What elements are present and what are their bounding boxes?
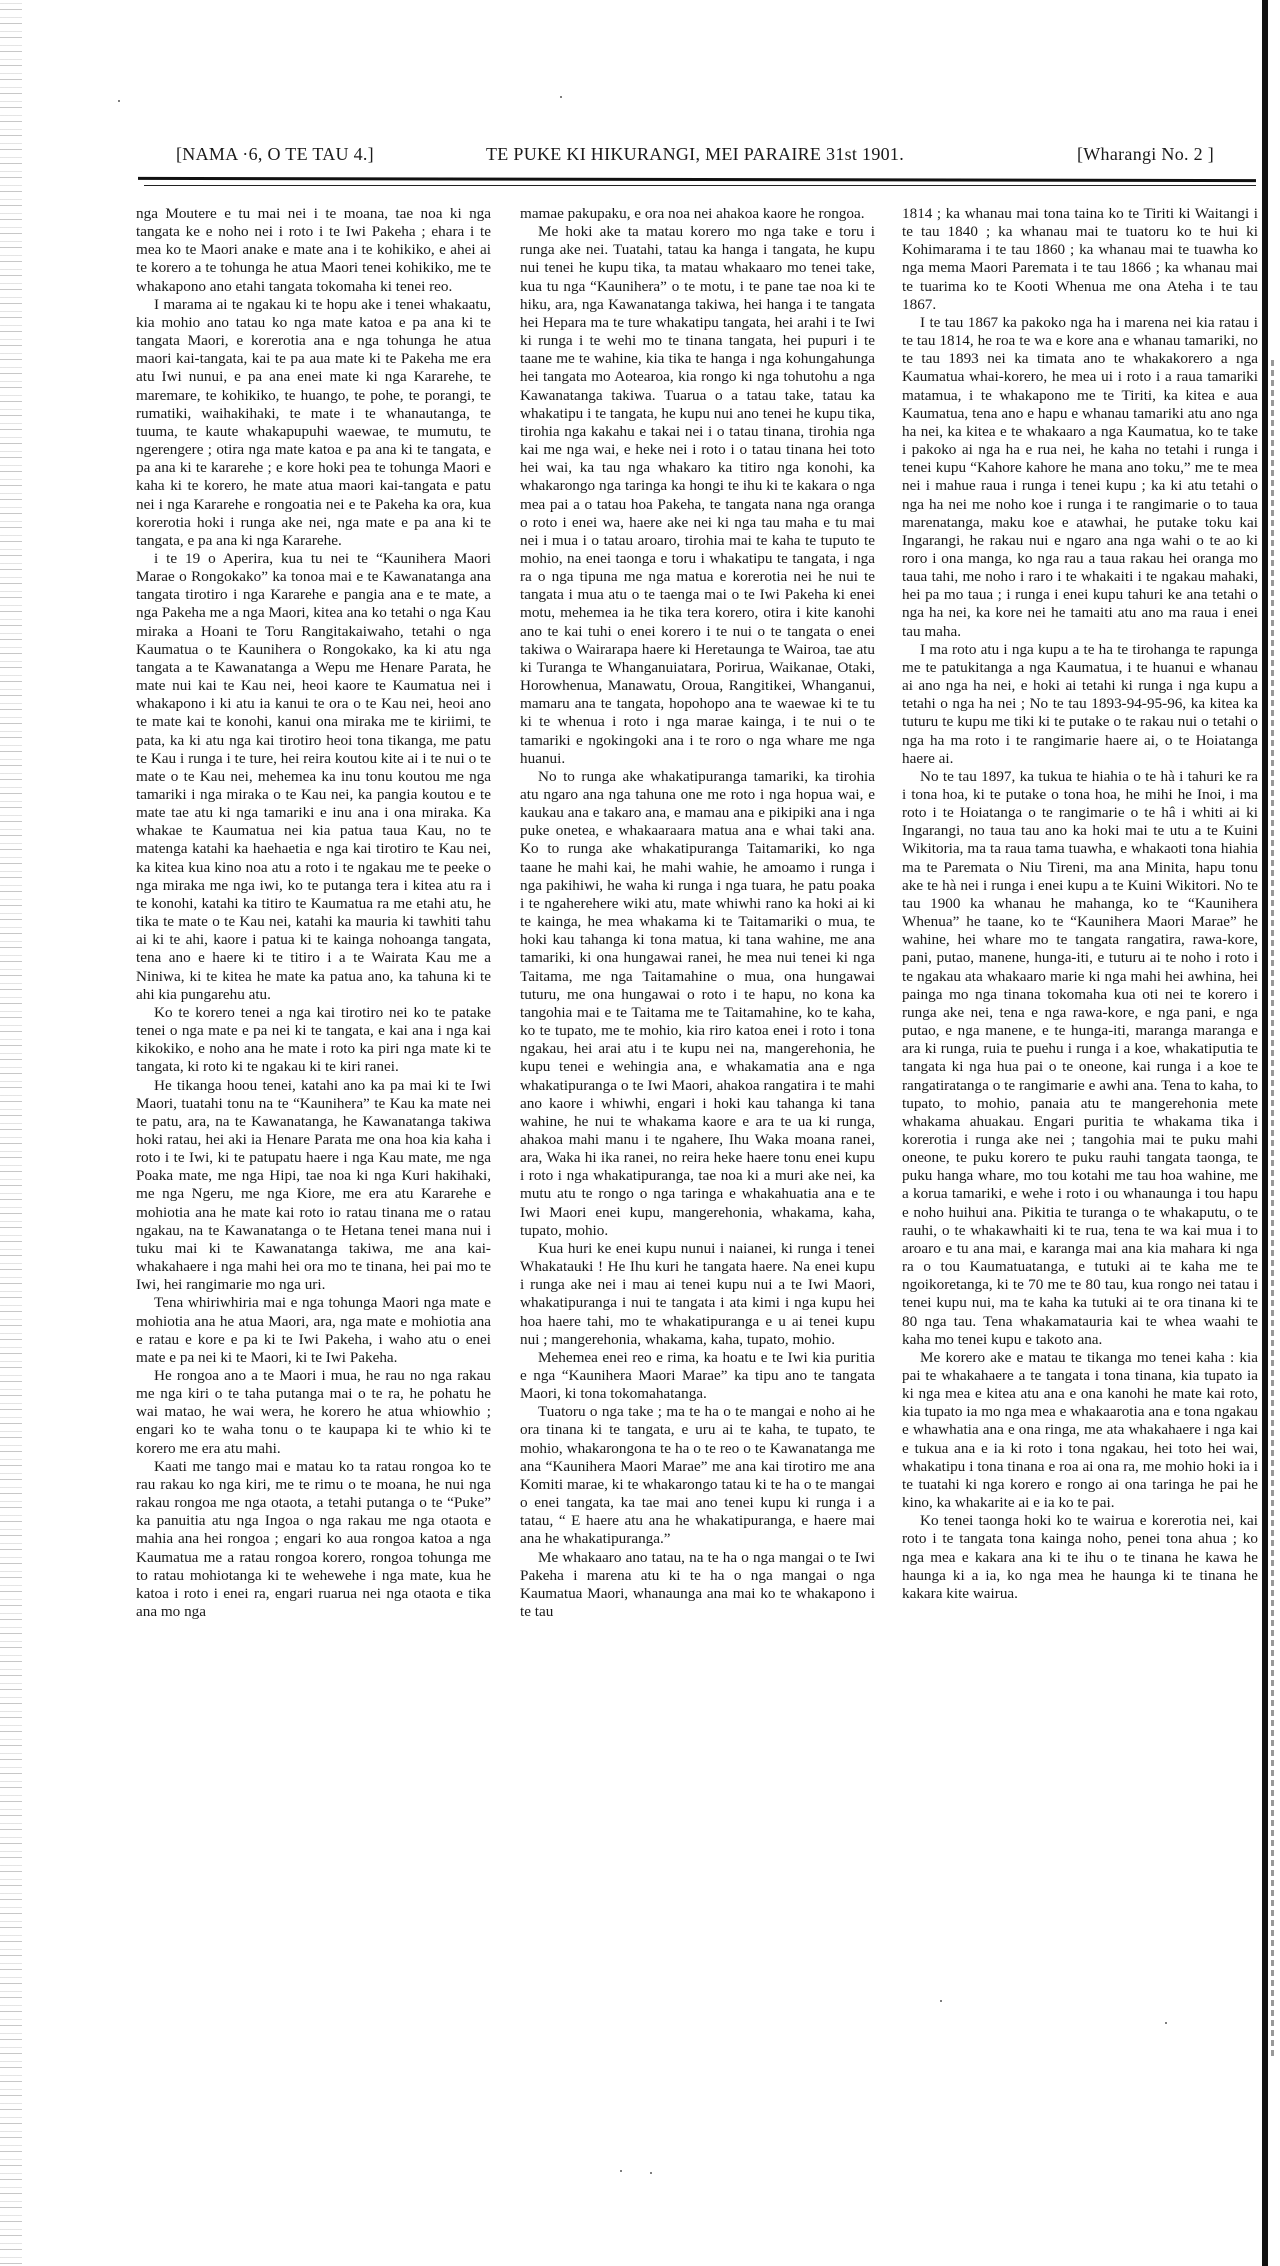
- paragraph: I marama ai te ngakau ki te hopu ake i tenei whakaatu, kia mohio ano tatau ko nga mate katoa e pa ana ki te tangata Maori, e korerotia ana e nga tohunga he atua maori kai-tangata, kai te pa aua mate ki te Pakeha me era atu Iwi nunui, e pa ana enei mate ki nga Kararehe, te maremare, te kohikiko, te huango, te pohe, te porangi, te rumatiki, waihakihaki, te mate i te whanautanga, te tuuma, te kaute whakapupuhi waewae, te mumutu, te ngerengere ; otira nga mate katoa e pa ana ki te tangata, e pa ana ki te kararehe ; e kore hoki pea te tohunga Maori e kaha ki te korero, he mate atua maori kai-tangata e patu nei i nga Kararehe e rongoatia nei e te Pakeha ka ora, kua korerotia hoki i runga ake nei, nga mate e pa ana ki te tangata, e pa ana ki nga Kararehe.: [136, 295, 491, 549]
- column-3: [902, 205, 1258, 1603]
- header-rule-thin: [144, 185, 1256, 186]
- paragraph: I ma roto atu i nga kupu a te ha te tirohanga te rapunga me te patukitanga a nga Kaumatua, i te huanui e whanau ai ano nga ha nei, e hoki ai tetahi ki runga i nga kupu a tetahi o nga ha nei ; No te tau 1893-94-95-96, ka kitea ka tuturu te kupu me tiki ki te putake o te rakau nui o tetahi o nga ha ma roto i te rangimarie haere ai, o te Hoiatanga haere ai.: [902, 640, 1258, 767]
- paragraph: I te tau 1867 ka pakoko nga ha i marena nei kia ratau i te tau 1814, he roa te wa e kore ana e whanau tamariki, no te tau 1893 nei ka timata ano te whakakorero a nga Kaumatua whai-korero, he mea ui i roto i a raua tamariki matamua, i te whakapono me te Tiriti, ka kitea e aua Kaumatua, tena ano e hapu e whanau tamariki atu ano nga ha nei, ka kitea e te whakaaro a nga Kaumatua, ko te take i pakoko ai nga ha e rua nei, he kaha no tetahi i runga i tenei kupu “Kahore kahore he mana ano toku,” me te mea nei i mahue raua i runga i tenei kupu ; ka ki atu tetahi o nga ha nei me noho koe i runga i te rangimarie o to taua marenatanga, maku koe e atawhai, he putake toku kai Ingarangi, he rakau nui e ngaro ana nga wahi o te ao ki roro i ona manga, ko nga rau a taua rakau hei oranga mo taua tahi, me noho i raro i te whakaiti i te ngakau mahaki, hei pa mo taua ; i runga i enei kupu tahuri ke ana tetahi o nga ha nei, ka kore nei he tamaiti atu ano ma raua i enei tau maha.: [902, 313, 1258, 640]
- paragraph: Me hoki ake ta matau korero mo nga take e toru i runga ake nei. Tuatahi, tatau ka hanga i tangata, he kupu nui tenei he kupu tika, ta matau whakaaro mo tenei take, kua tu nga “Kaunihera” o te motu, i te pane tae noa ki te hiku, ara, nga Kawanatanga takiwa, hei hanga i te tangata hei Hepara ma te ture whakatipu tangata, hei arahi i te Iwi ki runga i te wehi mo te tinana tangata, hei pupuri i te taane me te wahine, kia tika te hanga i nga kohungahunga hei tangata mo Aotearoa, kia rongo ki nga tohutohu a nga Kawanatanga takiwa. Tuarua o a tatau take, tatau ka whakatipu i te tangata, he kupu nui ano tenei he kupu tika, tirohia nga kakahu e takai nei i o tatau tinana, tirohia nga kai me nga wai, e heke nei i roto i o tatau tinana hei toto hei wai, ka tau nga whakaro ka titiro nga konohi, ka whakarongo nga taringa ka hongi te ihu ki te kakara o nga mea pai a o tatau hoa Pakeha, te tangata nana nga oranga o roto i enei wa, haere ake nei ki nga tau maha e tu mai nei i mua i o tatau aroaro, tirohia mai te kaha te tuputo te mohio, na enei taonga e toru i whakatipu te tangata, i nga ra o nga tipuna me nga matua e korerotia nei he nui te tangata i mua atu o te taenga mai o te Iwi Pakeha ki enei motu, mehemea ia he tika tera korero, otira i kite kanohi ano te kai tuhi o enei korero i te nui o te tangata o enei takiwa o Wairarapa haere ki Heretaunga te Wairoa, tae atu ki Turanga te Whanganuiatara, Porirua, Waikanae, Otaki, Horowhenua, Manawatu, Oroua, Rangitikei, Whanganui, mamaru ana te tangata, hopohopo ana te waewae ki te tu ki te whenua i roto i nga marae kainga, i te nui o te tamariki e ngokingoki ana i te roro o nga whare me nga huanui.: [520, 223, 875, 767]
- print-speck: [1165, 2022, 1167, 2024]
- paragraph: i te 19 o Aperira, kua tu nei te “Kaunihera Maori Marae o Rongokako” ka tonoa mai e te Kawanatanga ana tangata tirotiro i nga Kararehe e pangia ana e te mate, a nga Pakeha me a nga Maori, kitea ana ko tetahi o nga Kau miraka a Hoani te Toru Rangitakaiwaho, tetahi o nga Kaumatua o te Kaunihera o Rongokako, ka ki atu nga tangata a te Kawanatanga a Wepu me Henare Parata, he mate nui kai te Kau nei, heoi kaore te Kaumatua nei i whakapono i ki atu ia kanui te ora o te Kau nei, heoi ano te mate kai te konohi, kanui ona miraka me te kiriimi, te pata, ka ki atu nga kai tirotiro heoi tona tikanga, me patu te Kau i runga i te ture, hei reira koutou kite ai i te nui o te mate o te Kau nei, mehemea ka inu tonu koutou me nga tamariki i nga miraka o te Kau nei, ka pangia koutou e te mate tae atu ki nga tamariki e inu ana i ona miraka. Ka whakae te Kaumatua nei kia patua taua Kau, no te matenga katahi ka haehaetia e nga kai tirotiro te Kau nei, ka kitea kua kino noa atu a roto i te ngakau me te peeke o nga miraka me nga iwi, ko te putanga tera i kitea atu ra i te konohi, katahi ka titiro te Kaumatua ra me etahi atu, he tika te mate o te Kau nei, katahi ka mauria ki tawhiti tahu ai ki te ahi, kaore i patua ki te kainga nohoanga tangata, tena ano e haere ki te titiro i a te Wairata Kau me a Niniwa, ki te kitea he mate ka patua ano, ka tahuna ki te ahi kia pungarehu atu.: [136, 549, 491, 1003]
- column-2: [520, 205, 875, 1621]
- scanned-page-edge: [0, 0, 22, 2266]
- paragraph: Tena whiriwhiria mai e nga tohunga Maori nga mate e mohiotia ana he atua Maori, ara, nga mate e mohiotia ana e ratau e kore e pa ki te Iwi Pakeha, i waho atu o enei mate e pa nei ki te Maori, ki te Iwi Pakeha.: [136, 1294, 491, 1366]
- running-header: [176, 140, 1256, 170]
- article-columns: [136, 205, 1258, 2105]
- paragraph: 1814 ; ka whanau mai tona taina ko te Tiriti ki Waitangi i te tau 1840 ; ka whanau mai te tuatoru ko te hui ki Kohimarama i te tau 1860 ; ka whanau mai te tuawha ko nga mema Maori Paremata i te tau 1866 ; ka whanau mai te tuarima ko te Kooti Whenua me ona Ateha i te tau 1867.: [902, 205, 1258, 313]
- paragraph: No to runga ake whakatipuranga tamariki, ka tirohia atu ngaro ana nga tahuna one me roto i nga hopua wai, e kaukau ana e takaro ana, e mamau ana e pikipiki ana i nga puke onetea, e whakaaraara matua ana e whai taki ana. Ko to runga ake whakatipuranga Taitamariki, ko nga taane he mahi kai, he mahi wahie, he amoamo i runga i nga pakihiwi, he waha ki runga i nga tuara, he patu poaka i te ngaherehere wiki atu, mate whiwhi rano ka hoki ai ki te kainga, he mea whakama ki te Taitamariki o mua, te hoki kau tahanga ki tona matua, ki tana wahine, me ana tamariki, ki ona hungawai ranei, he mea nui tenei ki nga Taitama, me nga Taitamahine o mua, ona hungawai tuturu, me ona hungawai o roto i te hapu, no kona ka tangohia mai e te Taitama me te Taitamahine, ko te kaha, ko te tupato, me te mohio, kia riro katoa enei i roto i tona ngakau, hei arai atu i te kupu nei na, mangerehonia, he kupu tenei e wehingia ana, e whakamatia ana e nga whakatipuranga o te Iwi Maori, ahakoa rangatira i te mahi ano kaore i whiwhi, engari i hoki kau tahanga ki tana wahine, he nui te whakama kaore e ara te ua ki runga, ahakoa mahi manu i te ngahere, Ihu Waka moana ranei, ara, Waka hi ika ranei, no reira heke haere tonu enei kupu i roto i nga whakatipuranga, tae noa ki a muri ake nei, ka mutu atu te rongo o nga taringa e whakahuatia ana e te Iwi Maori enei kupu, mangerehonia, whakama, kaha, tupato, mohio.: [520, 767, 875, 1239]
- paragraph: Kaati me tango mai e matau ko ta ratau rongoa ko te rau rakau ko nga kiri, me te rimu o te moana, he nui nga rakau rongoa me nga otaota, a tetahi putanga o te “Puke” ka panuitia atu nga Ingoa o nga rakau me nga otaota e mahia ana hei rongoa ; engari ko aua rongoa katoa a nga Kaumatua me a ratau rongoa korero, rongoa tohunga me to ratau mohiotanga ki te wehewehe i nga mate, kua he katoa i roto i enei ra, engari ruarua nei nga otaota e tika ana mo nga: [136, 1457, 491, 1621]
- masthead-title-date: TE PUKE KI HIKURANGI, MEI PARAIRE 31st 1901.: [486, 144, 905, 164]
- print-speck: [620, 2170, 622, 2172]
- issue-number: [NAMA ·6, O TE TAU 4.]: [176, 144, 374, 164]
- paragraph: Me korero ake e matau te tikanga mo tenei kaha : kia pai te whakahaere a te tangata i tona tinana, kia tupato ia ki nga mea e kitea atu ana e ona kanohi he mate kai roto, kia tupato ia mo nga mea e whakaarotia ana e tona ngakau e whawhatia ana e ona ringa, me ata whakahaere i nga kai e tukua ana e ia ki roto i tona ngakau, hei toto hei wai, whakatipu i tona tinana e roa ai ona ra, me mohio hoki ia i te tuatahi ki nga korero e rongo ai ona taringa he pai he kino, ka whakarite ai e ia ko te pai.: [902, 1348, 1258, 1512]
- column-1: [136, 205, 491, 1621]
- paragraph: Me whakaaro ano tatau, na te ha o nga mangai o te Iwi Pakeha i marena atu ki te ha o nga mangai o nga Kaumatua Maori, whanaunga ana mai ko te whakapono i te tau: [520, 1548, 875, 1621]
- paragraph: mamae pakupaku, e ora noa nei ahakoa kaore he rongoa.: [520, 205, 865, 222]
- print-speck: [650, 2172, 652, 2174]
- paragraph: nga Moutere e tu mai nei i te moana, tae noa ki nga tangata ke e noho nei i roto i te Iwi Pakeha ; ehara i te mea ko te Maori anake e mate ana i te kohikiko, e ahei ai te korero a te tohunga he atua Maori tenei kohikiko, me te whakapono ano etahi tangata tokomaha ki tenei reo.: [136, 205, 491, 295]
- print-speck: [560, 96, 562, 98]
- page-number: [Wharangi No. 2 ]: [1076, 144, 1214, 164]
- paragraph: Ko tenei taonga hoki ko te wairua e korerotia nei, kai roto i te tangata tona kainga noho, penei tona ahua ; ko nga mea e kakara ana ki te ihu o te tinana he kawa he haunga ki a ia, ko nga mea he haunga ki te tinana he kakara kite wairua.: [902, 1512, 1258, 1602]
- header-rule-thick: [138, 177, 1256, 182]
- paragraph: No te tau 1897, ka tukua te hiahia o te hà i tahuri ke ra i tona hoa, ki te putake o tona hoa, he mihi he Inoi, i ma roto i te Hoiatanga o te rangimarie o te hâ i whiti ai ki Ingarangi, no taua tau ano ka hoki mai te utu a te Kuini Wikitoria, ma ta raua tama tuawha, e whakaoti tona hiahia ma te Paremata o Niu Tireni, ma ana Minita, hapu tonu ake te hà nei i runga i enei kupu a te Kuini Wikitori. No te tau 1900 ka whanau he mahanga, ko te “Kaunihera Whenua” he taane, ko te “Kaunihera Maori Marae” he wahine, hei whare mo te tangata rangatira, rawa-kore, pani, putao, manene, hunga-iti, e tuturu ai te noho i roto i te ngakau ata whakaaro marie ki nga mahi hei awhina, hei painga mo nga tinana tokomaha kua oti nei te korero i runga ake nei, tena e nga rawa-kore, e nga pani, e nga putao, e nga manene, e te hunga-iti, maranga maranga e ara ki runga, ruia te puehu i runga i a koe, whakatiputia te tangata ki nga hua pai o te oneone, kai runga i a koe te rangatiratanga o te rangimarie e awhi ana. Tena to kaha, to tupato, to mohio, panaia atu te mangerehonia mete whakama ahuakau. Engari puritia te whakama tika i korerotia i runga ake nei ; tangohia mai te puku mahi oneone, te puku korero te puku rauhi tangata taonga, te puku hanga whare, mo tou kotahi me tau hoa wahine, me a korua tamariki, e wehe i roto i ou whanaunga i tou hapu e noho huihui ana. Pikitia te turanga o te whakaputu, o te rauhi, o te whakawhaiti ki te rua, tena te wa kai mua i to aroaro e tu ana mai, e karanga mai ana kia mahara ki nga ra o tou Kaumatuatanga, e tutuki ai te kaha me te ngoikoretanga, ki te 70 me te 80 tau, kua rongo nei tatau i tenei kupu nui, ma te kaha ka tutuki ai te ora tinana ki te 80 nga tau. Tena whakamatauria kai te whea waahi te kaha mo tenei kupu e takoto ana.: [902, 767, 1258, 1348]
- print-speck: [118, 100, 120, 102]
- page-border-speckle: [1271, 360, 1274, 2060]
- paragraph: Kua huri ke enei kupu nunui i naianei, ki runga i tenei Whakatauki ! He Ihu kuri he tangata haere. Na enei kupu i runga ake nei i mau ai tenei kupu nui a te Iwi Maori, whakatipuranga i nui te tangata i ata kimi i nga kupu hei hoa haere tahi, mo te whakatipuranga e u ai tenei kupu nui ; mangerehonia, whakama, kaha, tupato, mohio.: [520, 1239, 875, 1348]
- paragraph: Mehemea enei reo e rima, ka hoatu e te Iwi kia puritia e nga “Kaunihera Maori Marae” ka tipu ano te tangata Maori, ki tona tokomahatanga.: [520, 1348, 875, 1403]
- paragraph: Ko te korero tenei a nga kai tirotiro nei ko te patake tenei o nga mate e pa nei ki te tangata, e kai ana i nga kai kikokiko, e noho ana he mate i roto ka piri nga mate ki te tangata, ki roto ki te ngakau ki te kiri ranei.: [136, 1003, 491, 1076]
- print-speck: [940, 2000, 942, 2002]
- paragraph: Tuatoru o nga take ; ma te ha o te mangai e noho ai he ora tinana ki te tangata, e uru ai te kaha, te tupato, te mohio, whakarongona te ha o te reo o te Kawanatanga me ana “Kaunihera Maori Marae” me ana kai tirotiro me ana Komiti marae, ki te whakarongo tatau ki te ha o te mangai o enei tangata, ka tae mai ano tenei kupu ki runga i a tatau, “ E haere atu ana he whakatipuranga, e haere mai ana he whakatipuranga.”: [520, 1403, 875, 1548]
- paragraph: He rongoa ano a te Maori i mua, he rau no nga rakau me nga kiri o te taha putanga mai o te ra, he pohatu he wai matao, he wai wera, he korero he atua whiowhio ; engari ko te waha tonu o te kaupapa ki te whio ki te korero me era atu mahi.: [136, 1367, 491, 1457]
- page-border-right: [1262, 0, 1268, 2266]
- paragraph: He tikanga hoou tenei, katahi ano ka pa mai ki te Iwi Maori, tuatahi tonu na te “Kaunihera” te Kau ka mate nei te patu, ara, na te Kawanatanga, he Kawanatanga takiwa hoki ratau, hei aki ia Henare Parata me ona hoa kia kaha i roto i te Iwi, ki te patupatu haere i nga Kau mate, me nga Poaka mate, me nga Hipi, tae noa ki nga Kuri hakihaki, me nga Ngeru, me nga Kiore, me era atu Kararehe e mohiotia ana he mate kai roto io ratau tinana me o ratau ngakau, na te Kawanatanga o te Hetana tenei mana nui i tuku mai ki te Kawanatanga takiwa, me ana kai-whakahaere i nga mahi hei ora mo te tinana, hei pai mo te Iwi, hei rangimarie mo nga uri.: [136, 1076, 491, 1294]
